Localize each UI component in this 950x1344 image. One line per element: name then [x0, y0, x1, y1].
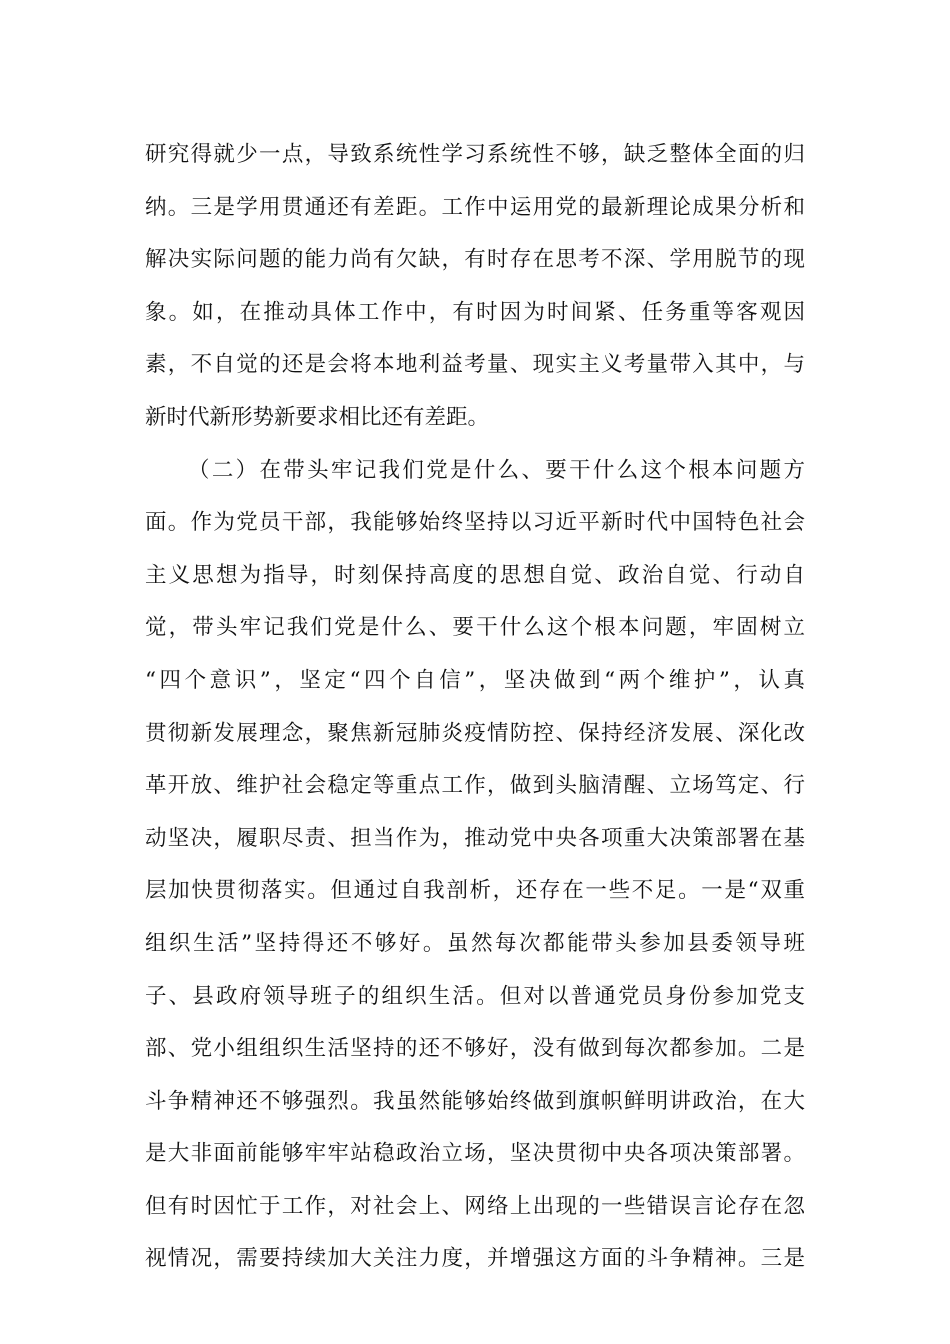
text-line: 新时代新形势新要求相比还有差距。: [145, 404, 490, 430]
text-line: 素，不自觉的还是会将本地利益考量、现实主义考量带入其中，与: [145, 352, 805, 378]
section-heading-line: （二）在带头牢记我们党是什么、要干什么这个根本问题方: [188, 457, 805, 483]
text-line: 解决实际问题的能力尚有欠缺，有时存在思考不深、学用脱节的现: [145, 247, 805, 273]
text-line: 研究得就少一点，导致系统性学习系统性不够，缺乏整体全面的归: [145, 142, 805, 167]
text-line: 革开放、维护社会稳定等重点工作，做到头脑清醒、立场笃定、行: [145, 773, 805, 799]
paragraph-1: [145, 129, 805, 445]
text-line: 纳。三是学用贯通还有差距。工作中运用党的最新理论成果分析和: [145, 194, 805, 220]
text-line: 子、县政府领导班子的组织生活。但对以普通党员身份参加党支: [145, 983, 805, 1009]
text-line: 象。如，在推动具体工作中，有时因为时间紧、任务重等客观因: [145, 299, 805, 325]
text-line: 主义思想为指导，时刻保持高度的思想自觉、政治自觉、行动自: [145, 562, 805, 588]
text-line: 视情况，需要持续加大关注力度，并增强这方面的斗争精神。三是: [145, 1246, 805, 1272]
text-line: 贯彻新发展理念，聚焦新冠肺炎疫情防控、保持经济发展、深化改: [145, 720, 805, 746]
text-line: 层加快贯彻落实。但通过自我剖析，还存在一些不足。一是“双重: [145, 878, 805, 904]
text-line: 斗争精神还不够强烈。我虽然能够始终做到旗帜鲜明讲政治，在大: [145, 1088, 805, 1114]
text-line: 但有时因忙于工作，对社会上、网络上出现的一些错误言论存在忽: [145, 1193, 805, 1219]
text-line: “四个意识”，坚定“四个自信”，坚决做到“两个维护”，认真: [145, 667, 805, 693]
text-line: 组织生活”坚持得还不够好。虽然每次都能带头参加县委领导班: [145, 930, 805, 956]
document-body: [145, 129, 805, 1286]
text-line: 觉，带头牢记我们党是什么、要干什么这个根本问题，牢固树立: [145, 615, 805, 641]
paragraph-2: [145, 445, 805, 1287]
text-line: 动坚决，履职尽责、担当作为，推动党中央各项重大决策部署在基: [145, 825, 805, 851]
text-line: 面。作为党员干部，我能够始终坚持以习近平新时代中国特色社会: [145, 510, 805, 536]
text-line: 是大非面前能够牢牢站稳政治立场，坚决贯彻中央各项决策部署。: [145, 1141, 805, 1167]
text-line: 部、党小组组织生活坚持的还不够好，没有做到每次都参加。二是: [145, 1036, 805, 1062]
